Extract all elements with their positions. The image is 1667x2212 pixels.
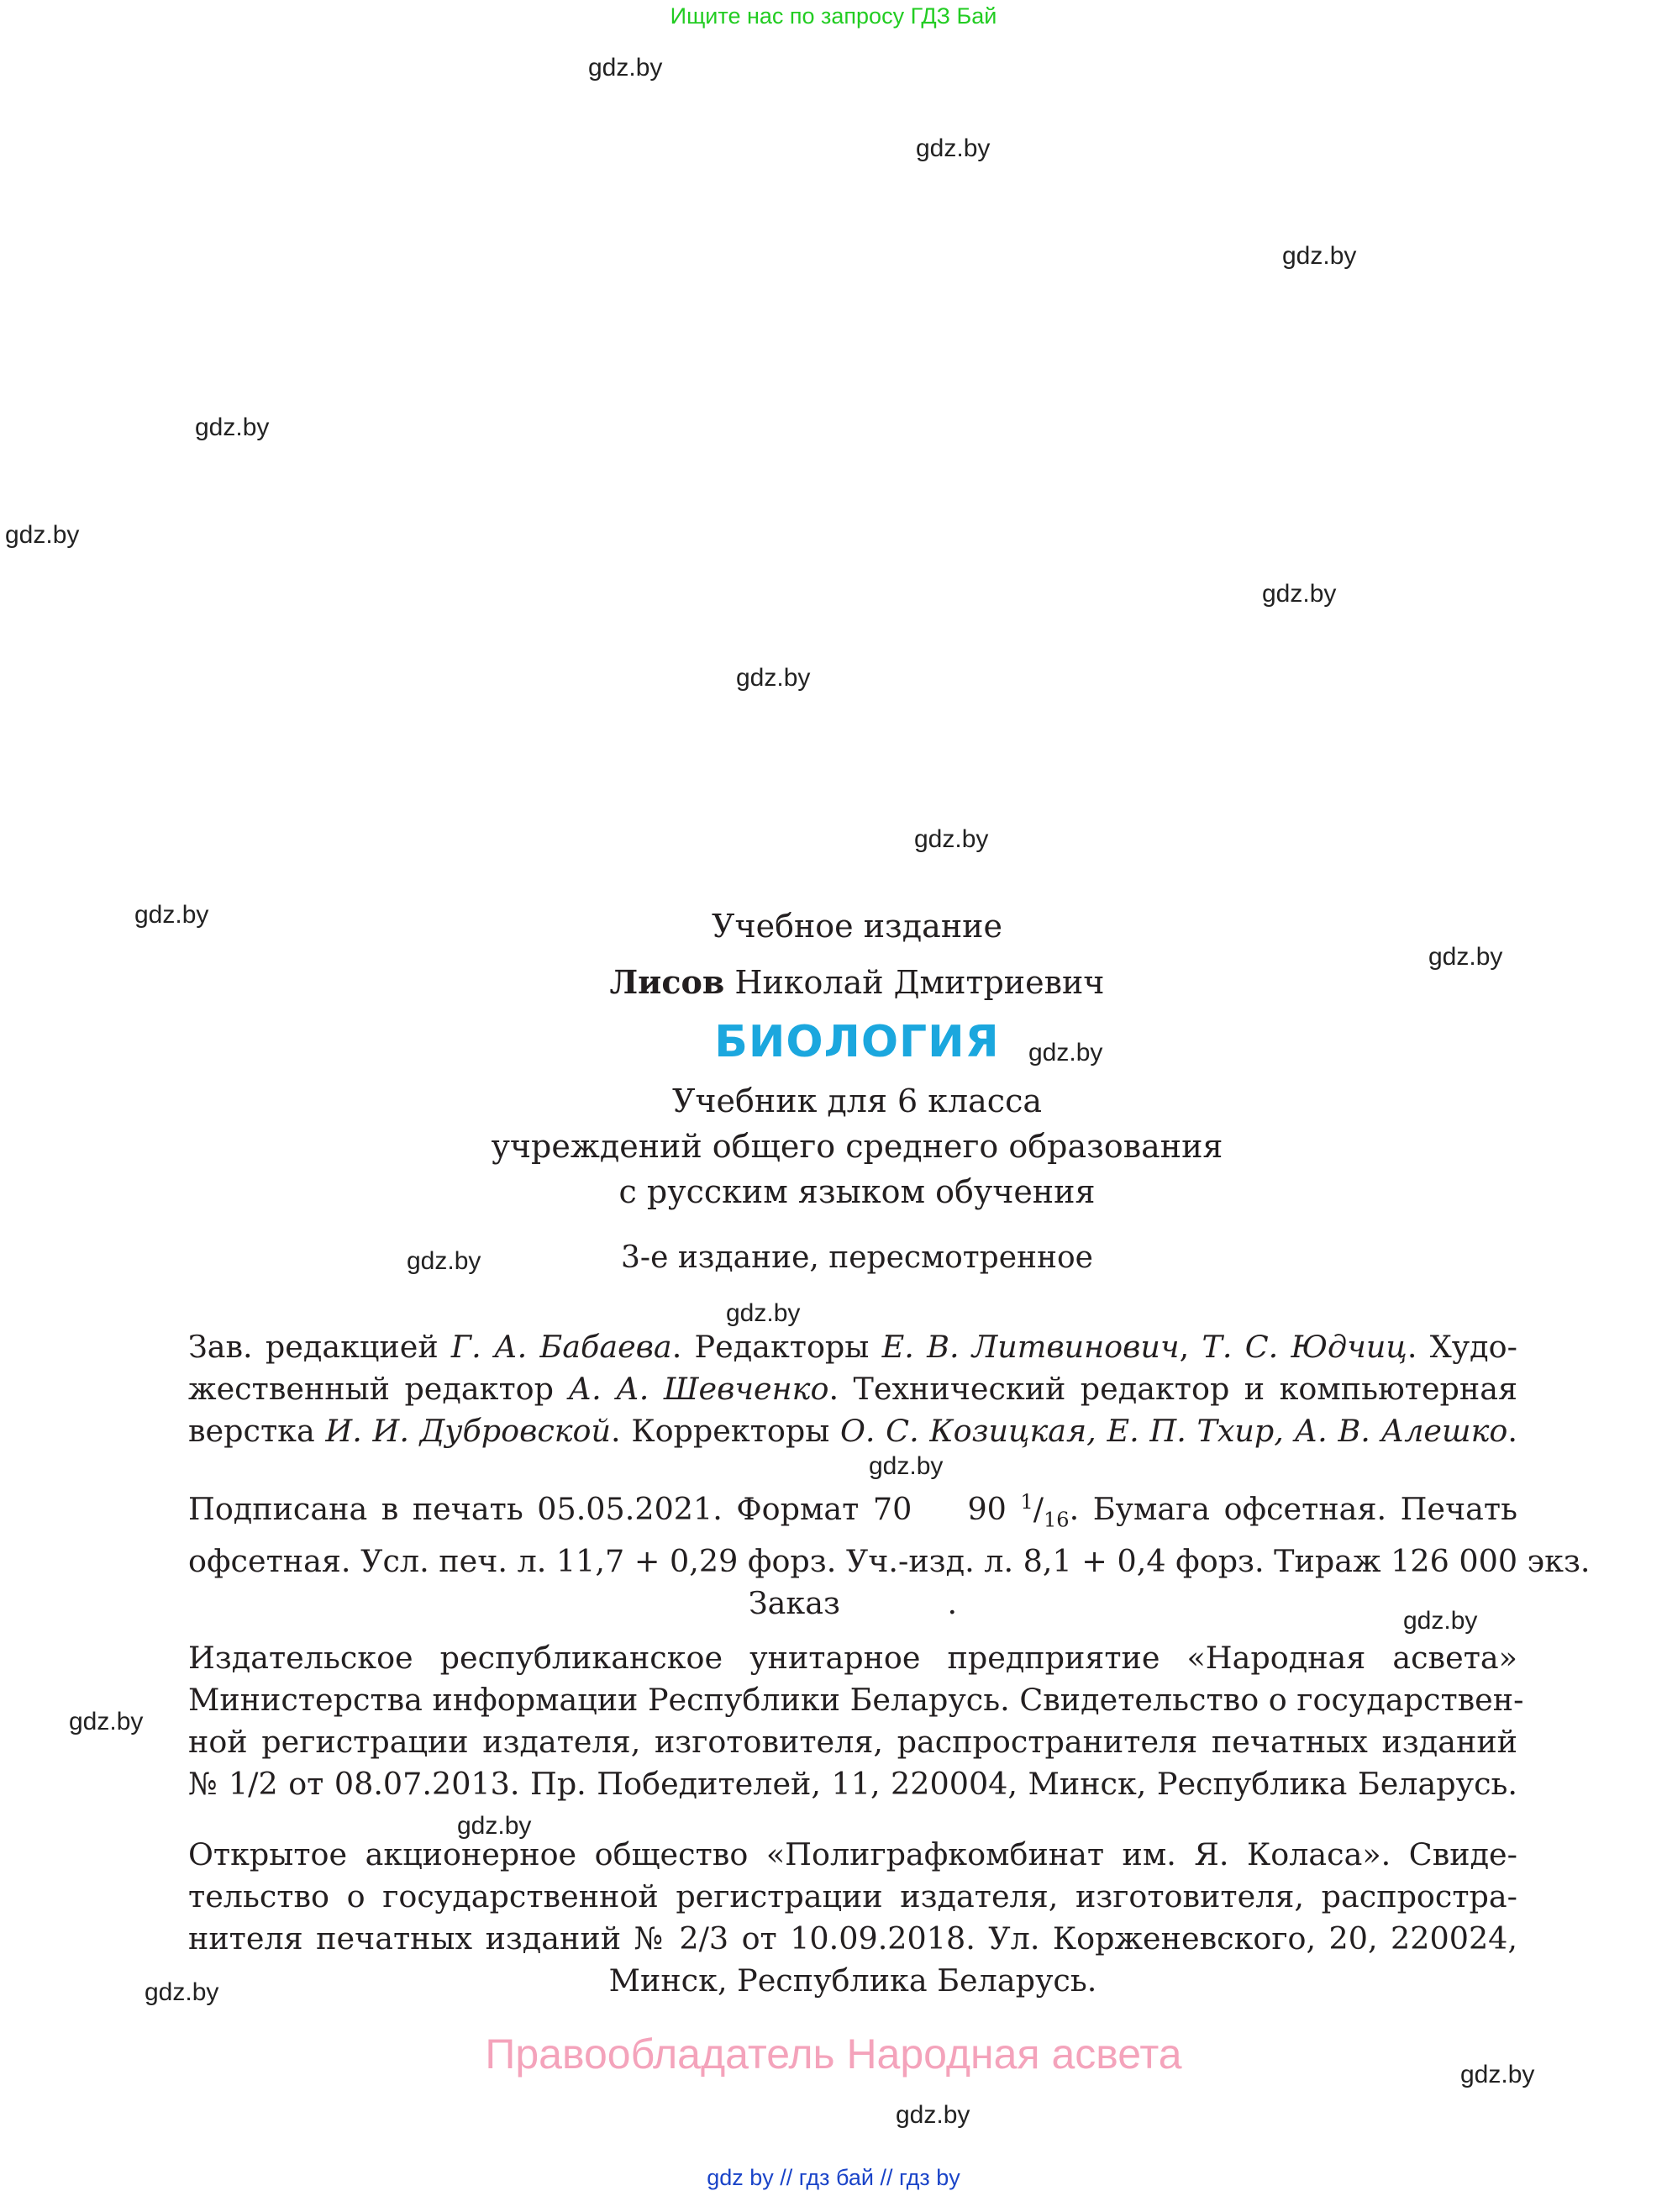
publisher-line-1: Издательское республиканское унитарное предприятие «Народная асвета» xyxy=(188,1640,1517,1676)
watermark-11: gdz.by xyxy=(1028,1039,1103,1066)
edition-note: 3-е издание, пересмотренное xyxy=(621,1240,1093,1275)
staff-block xyxy=(188,1326,1517,1452)
watermark-1: gdz.by xyxy=(588,54,663,82)
watermark-3: gdz.by xyxy=(1282,242,1357,270)
watermark-13: gdz.by xyxy=(726,1299,801,1327)
watermark-19: gdz.by xyxy=(1460,2061,1535,2088)
publisher-line-4: № 1/2 от 08.07.2013. Пр. Победителей, 11, 220004, Минск, Республика Беларусь. xyxy=(188,1766,1517,1802)
publisher-block xyxy=(188,1637,1524,1805)
bottom-banner: gdz by // гдз бай // гдз by xyxy=(707,2165,960,2190)
print-line-1: Подписана в печать 05.05.2021. Формат 70 90 $^1/_{16}$. Бумага офсетная. Печать xyxy=(188,1490,1517,1532)
watermark-17: gdz.by xyxy=(457,1812,532,1840)
watermark-10: gdz.by xyxy=(1428,943,1503,971)
subtitle-line-1: Учебник для 6 класса xyxy=(671,1082,1043,1119)
watermark-20: gdz.by xyxy=(896,2101,970,2129)
printer-line-4: Минск, Республика Беларусь. xyxy=(608,1962,1097,1999)
publisher-line-3: ной регистрации издателя, изготовителя, распространителя печатных изданий xyxy=(188,1724,1517,1760)
rights-holder: Правообладатель Народная асвета xyxy=(485,2030,1182,2078)
watermark-15: gdz.by xyxy=(1403,1607,1478,1635)
watermark-12: gdz.by xyxy=(407,1247,481,1275)
watermark-9: gdz.by xyxy=(134,901,209,929)
author-last-name: Лисов xyxy=(609,963,725,1001)
watermark-2: gdz.by xyxy=(916,134,991,162)
top-banner: Ищите нас по запросу ГДЗ Бай xyxy=(670,3,997,29)
staff-line-1: Зав. редакцией Г. А. Бабаева. Редакторы Е. В. Литвинович, Т. С. Юдчиц. Худо- xyxy=(188,1329,1517,1365)
watermark-18: gdz.by xyxy=(145,1978,219,2006)
watermark-8: gdz.by xyxy=(914,825,989,853)
author-first-names: Николай Дмитриевич xyxy=(734,964,1105,1001)
subtitle-line-2: учреждений общего среднего образования xyxy=(491,1128,1223,1165)
printer-line-3: нителя печатных изданий № 2/3 от 10.09.2018. Ул. Корженевского, 20, 220024, xyxy=(188,1920,1517,1957)
watermark-5: gdz.by xyxy=(5,521,80,549)
watermark-6: gdz.by xyxy=(1262,580,1337,608)
staff-line-3: верстка И. И. Дубровской. Корректоры О. С. Козицкая, Е. П. Тхир, А. В. Алешко. xyxy=(188,1413,1517,1449)
watermark-14: gdz.by xyxy=(869,1452,944,1480)
watermark-7: gdz.by xyxy=(736,664,811,692)
edition-type: Учебное издание xyxy=(712,908,1002,945)
printer-line-1: Открытое акционерное общество «Полиграфкомбинат им. Я. Коласа». Свиде- xyxy=(188,1836,1517,1872)
publisher-line-2: Министерства информации Республики Беларусь. Свидетельство о государствен- xyxy=(188,1682,1524,1718)
print-line-3: Заказ . xyxy=(748,1585,958,1622)
watermark-16: gdz.by xyxy=(69,1708,144,1735)
print-block xyxy=(188,1481,1591,1625)
printer-block xyxy=(188,1834,1517,2002)
print-line-2: офсетная. Усл. печ. л. 11,7 + 0,29 форз. Уч.-изд. л. 8,1 + 0,4 форз. Тираж 126 000 экз. xyxy=(188,1543,1591,1580)
book-title: БИОЛОГИЯ xyxy=(714,1017,1000,1067)
watermark-4: gdz.by xyxy=(195,413,270,441)
staff-line-2: жественный редактор А. А. Шевченко. Технический редактор и компьютерная xyxy=(188,1371,1517,1407)
printer-line-2: тельство о государственной регистрации издателя, изготовителя, распростра- xyxy=(188,1878,1517,1914)
author xyxy=(0,963,1667,1001)
subtitle-line-3: с русским языком обучения xyxy=(618,1173,1096,1210)
